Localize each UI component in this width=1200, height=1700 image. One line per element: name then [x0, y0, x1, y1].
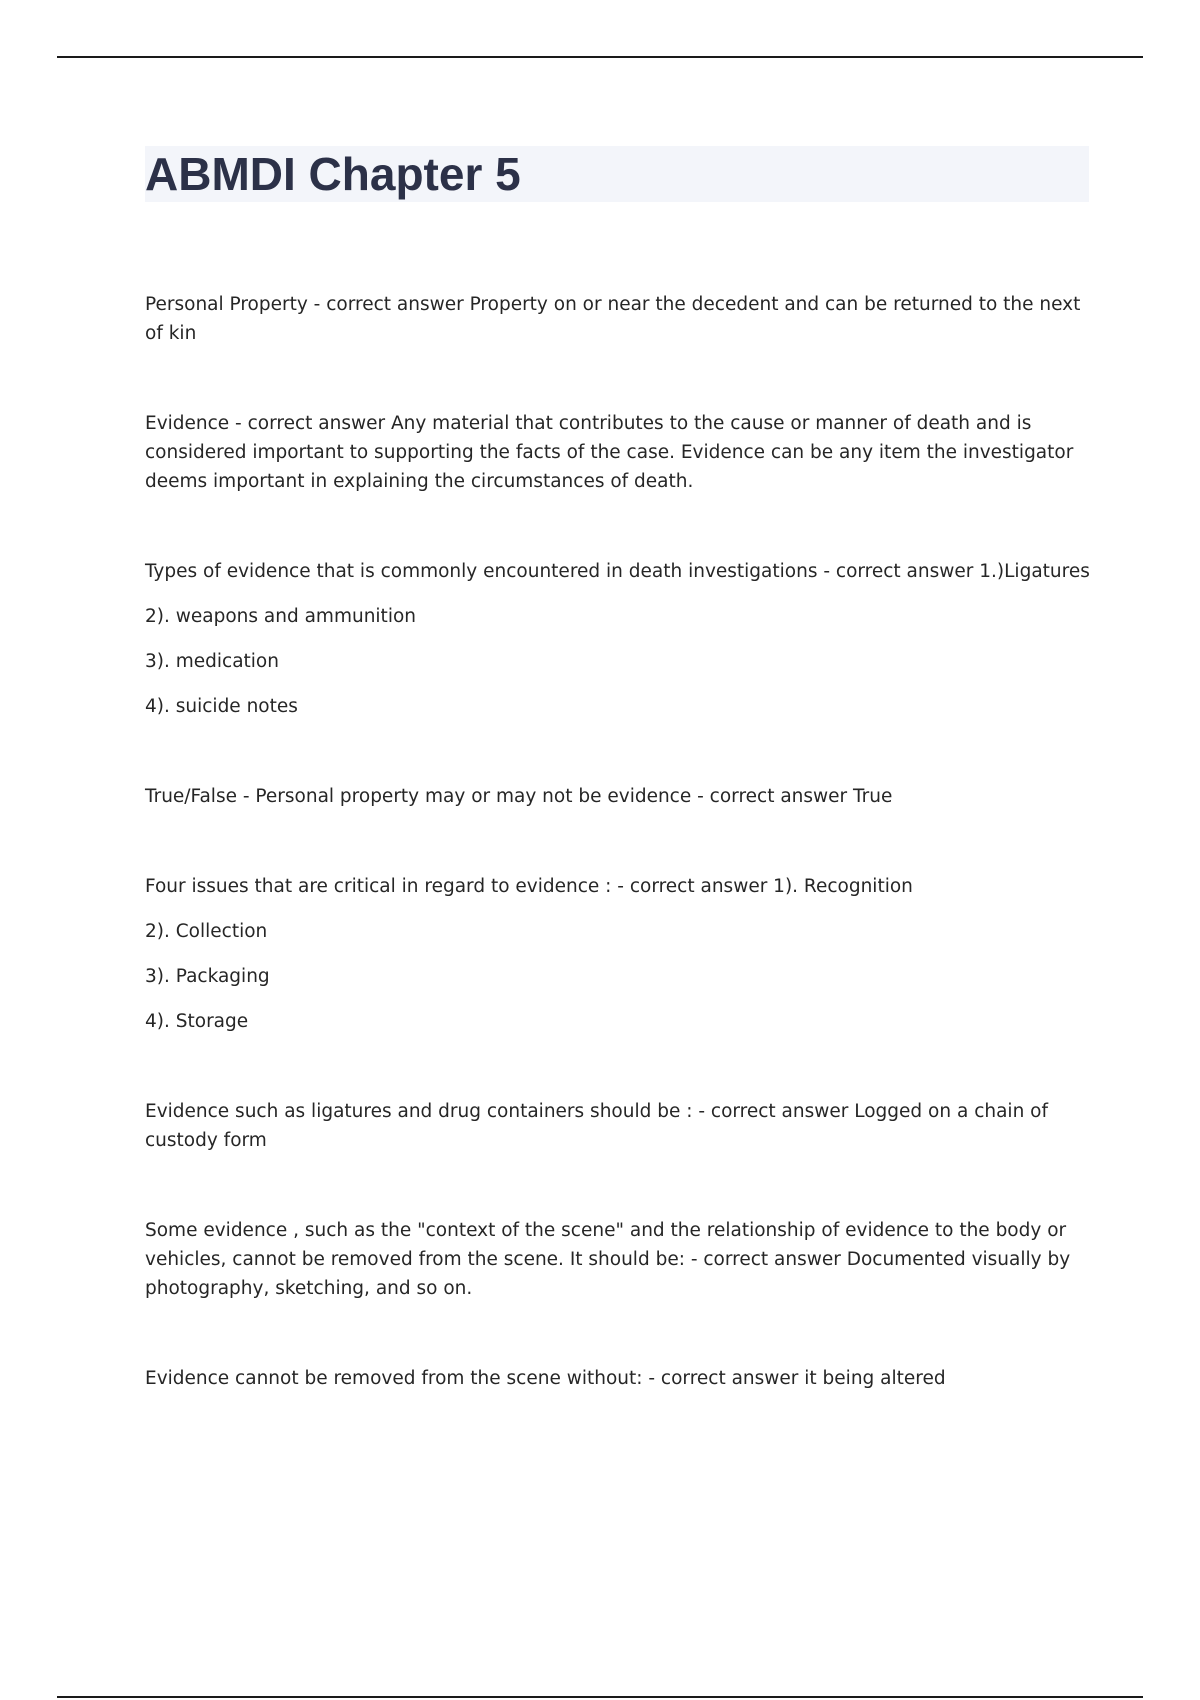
bottom-rule [57, 1696, 1143, 1698]
qa-entry [145, 1364, 1095, 1393]
document-body [145, 290, 1095, 1454]
qa-entry [145, 1216, 1095, 1303]
qa-text: True/False - Personal property may or may not be evidence - correct answer True [145, 786, 893, 807]
top-rule [57, 56, 1143, 58]
qa-entry [145, 1097, 1095, 1155]
qa-list-item: 4). Storage [145, 1011, 249, 1032]
qa-list-item: 3). medication [145, 651, 279, 672]
qa-entry [145, 782, 1095, 811]
qa-entry [145, 872, 1095, 1036]
qa-text: Types of evidence that is commonly encountered in death investigations - correct answer 1.)Ligatures [145, 561, 1090, 582]
qa-entry [145, 290, 1095, 348]
qa-list-item: 4). suicide notes [145, 696, 298, 717]
qa-text: Personal Property - correct answer Property on or near the decedent and can be returned to the next of kin [145, 294, 1081, 344]
qa-entry [145, 557, 1095, 721]
qa-list-item: 2). weapons and ammunition [145, 606, 416, 627]
qa-text: Evidence such as ligatures and drug containers should be : - correct answer Logged on a chain of custody form [145, 1101, 1049, 1151]
qa-text: Evidence cannot be removed from the scene without: - correct answer it being altered [145, 1368, 946, 1389]
qa-text: Four issues that are critical in regard to evidence : - correct answer 1). Recognition [145, 876, 913, 897]
qa-entry [145, 409, 1095, 496]
qa-list-item: 3). Packaging [145, 966, 270, 987]
qa-text: Evidence - correct answer Any material that contributes to the cause or manner of death and is considered important to supporting the facts of the case. Evidence can be any item the investigator deems important in explaining the circumstances of death. [145, 413, 1074, 492]
qa-list-item: 2). Collection [145, 921, 268, 942]
document-title: ABMDI Chapter 5 [145, 148, 521, 200]
qa-text: Some evidence , such as the "context of the scene" and the relationship of evidence to the body or vehicles, cannot be removed from the scene. It should be: - correct answer Documented visually by photography, sketching, and so on. [145, 1220, 1071, 1299]
